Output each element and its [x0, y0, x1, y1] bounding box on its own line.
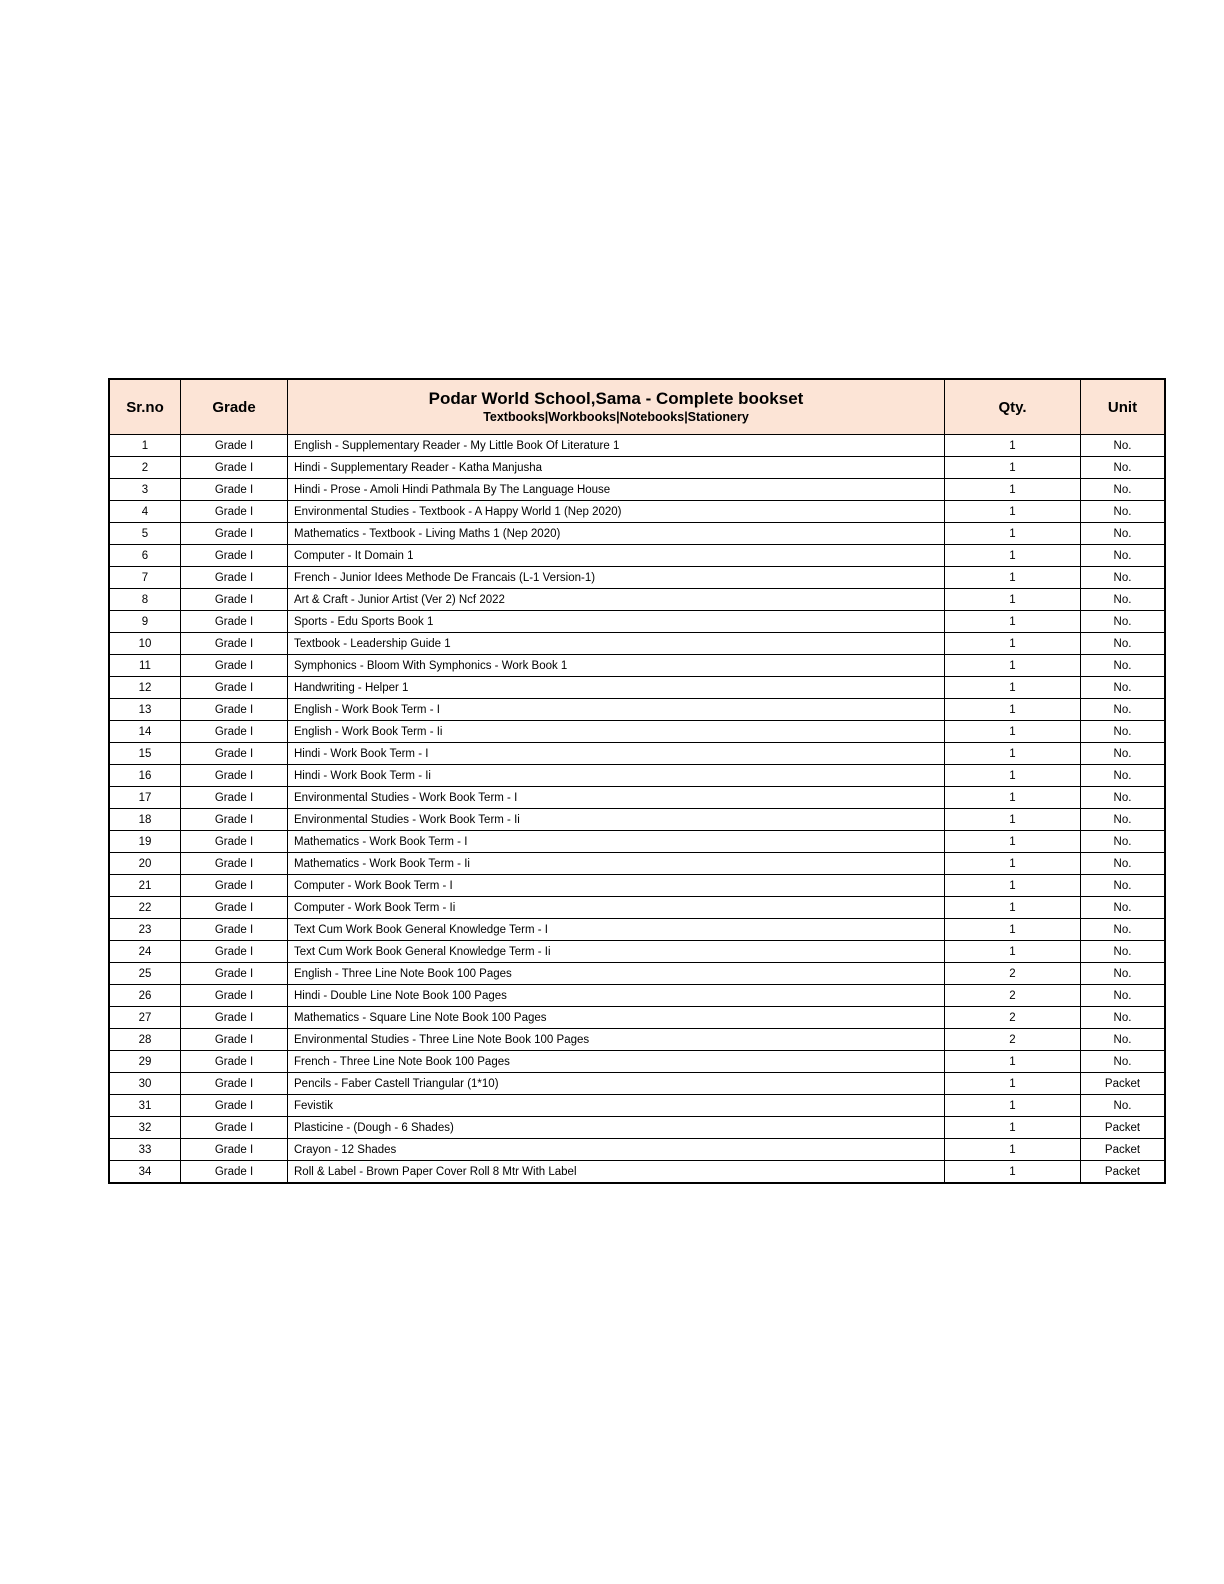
cell-qty: 1	[945, 831, 1081, 853]
cell-book-title: Environmental Studies - Three Line Note Book 100 Pages	[288, 1029, 945, 1051]
cell-srno: 23	[109, 919, 181, 941]
cell-qty: 1	[945, 941, 1081, 963]
table-row	[109, 853, 1165, 875]
cell-srno: 31	[109, 1095, 181, 1117]
cell-srno: 25	[109, 963, 181, 985]
cell-srno: 12	[109, 677, 181, 699]
cell-grade: Grade I	[181, 1051, 288, 1073]
cell-qty: 1	[945, 655, 1081, 677]
cell-unit: No.	[1081, 853, 1166, 875]
cell-srno: 30	[109, 1073, 181, 1095]
table-row	[109, 435, 1165, 457]
table-row	[109, 479, 1165, 501]
cell-srno: 28	[109, 1029, 181, 1051]
cell-unit: No.	[1081, 743, 1166, 765]
cell-book-title: Environmental Studies - Textbook - A Happy World 1 (Nep 2020)	[288, 501, 945, 523]
cell-book-title: English - Supplementary Reader - My Little Book Of Literature 1	[288, 435, 945, 457]
cell-qty: 1	[945, 633, 1081, 655]
cell-grade: Grade I	[181, 1117, 288, 1139]
cell-grade: Grade I	[181, 633, 288, 655]
cell-qty: 1	[945, 1095, 1081, 1117]
cell-srno: 4	[109, 501, 181, 523]
cell-book-title: French - Junior Idees Methode De Francais (L-1 Version-1)	[288, 567, 945, 589]
cell-grade: Grade I	[181, 853, 288, 875]
cell-grade: Grade I	[181, 963, 288, 985]
cell-srno: 29	[109, 1051, 181, 1073]
cell-grade: Grade I	[181, 1007, 288, 1029]
table-row	[109, 501, 1165, 523]
cell-qty: 1	[945, 545, 1081, 567]
table-row	[109, 1139, 1165, 1161]
cell-grade: Grade I	[181, 611, 288, 633]
cell-srno: 21	[109, 875, 181, 897]
table-title: Podar World School,Sama - Complete bookset	[428, 389, 804, 409]
cell-grade: Grade I	[181, 677, 288, 699]
cell-srno: 26	[109, 985, 181, 1007]
cell-book-title: Computer - Work Book Term - I	[288, 875, 945, 897]
cell-unit: No.	[1081, 479, 1166, 501]
cell-srno: 34	[109, 1161, 181, 1184]
cell-book-title: Environmental Studies - Work Book Term - Ii	[288, 809, 945, 831]
cell-srno: 2	[109, 457, 181, 479]
cell-unit: No.	[1081, 501, 1166, 523]
cell-grade: Grade I	[181, 1161, 288, 1184]
cell-book-title: Handwriting - Helper 1	[288, 677, 945, 699]
cell-grade: Grade I	[181, 743, 288, 765]
cell-srno: 10	[109, 633, 181, 655]
cell-grade: Grade I	[181, 435, 288, 457]
cell-book-title: English - Three Line Note Book 100 Pages	[288, 963, 945, 985]
cell-book-title: Textbook - Leadership Guide 1	[288, 633, 945, 655]
cell-qty: 1	[945, 523, 1081, 545]
cell-book-title: Hindi - Double Line Note Book 100 Pages	[288, 985, 945, 1007]
cell-unit: No.	[1081, 985, 1166, 1007]
cell-book-title: Pencils - Faber Castell Triangular (1*10)	[288, 1073, 945, 1095]
table-row	[109, 1051, 1165, 1073]
cell-grade: Grade I	[181, 479, 288, 501]
table-row	[109, 1073, 1165, 1095]
cell-book-title: Sports - Edu Sports Book 1	[288, 611, 945, 633]
table-row	[109, 721, 1165, 743]
cell-unit: No.	[1081, 897, 1166, 919]
cell-srno: 11	[109, 655, 181, 677]
table-row	[109, 809, 1165, 831]
cell-book-title: Hindi - Prose - Amoli Hindi Pathmala By The Language House	[288, 479, 945, 501]
cell-srno: 5	[109, 523, 181, 545]
cell-unit: No.	[1081, 721, 1166, 743]
header-grade: Grade	[181, 379, 288, 435]
header-unit: Unit	[1081, 379, 1166, 435]
cell-grade: Grade I	[181, 721, 288, 743]
booklist-table	[108, 378, 1166, 1184]
table-row	[109, 567, 1165, 589]
cell-qty: 1	[945, 1073, 1081, 1095]
cell-qty: 1	[945, 677, 1081, 699]
cell-unit: Packet	[1081, 1117, 1166, 1139]
cell-qty: 1	[945, 1139, 1081, 1161]
cell-grade: Grade I	[181, 589, 288, 611]
table-row	[109, 831, 1165, 853]
table-row	[109, 457, 1165, 479]
cell-unit: No.	[1081, 567, 1166, 589]
cell-qty: 1	[945, 589, 1081, 611]
cell-qty: 1	[945, 897, 1081, 919]
cell-unit: No.	[1081, 941, 1166, 963]
cell-book-title: English - Work Book Term - I	[288, 699, 945, 721]
cell-srno: 13	[109, 699, 181, 721]
cell-qty: 1	[945, 479, 1081, 501]
table-body	[109, 435, 1165, 1184]
table-row	[109, 743, 1165, 765]
cell-unit: Packet	[1081, 1139, 1166, 1161]
cell-book-title: Mathematics - Square Line Note Book 100 Pages	[288, 1007, 945, 1029]
cell-grade: Grade I	[181, 919, 288, 941]
cell-qty: 1	[945, 567, 1081, 589]
table-row	[109, 875, 1165, 897]
cell-grade: Grade I	[181, 897, 288, 919]
table-row	[109, 1007, 1165, 1029]
header-bookset	[288, 379, 945, 435]
cell-unit: No.	[1081, 457, 1166, 479]
header-qty: Qty.	[945, 379, 1081, 435]
cell-unit: No.	[1081, 809, 1166, 831]
cell-qty: 1	[945, 611, 1081, 633]
cell-grade: Grade I	[181, 523, 288, 545]
cell-srno: 6	[109, 545, 181, 567]
cell-book-title: Mathematics - Textbook - Living Maths 1 (Nep 2020)	[288, 523, 945, 545]
cell-unit: No.	[1081, 435, 1166, 457]
cell-grade: Grade I	[181, 545, 288, 567]
cell-unit: No.	[1081, 787, 1166, 809]
cell-unit: Packet	[1081, 1073, 1166, 1095]
cell-srno: 15	[109, 743, 181, 765]
cell-qty: 2	[945, 985, 1081, 1007]
cell-unit: No.	[1081, 919, 1166, 941]
cell-qty: 1	[945, 1161, 1081, 1184]
cell-book-title: Computer - It Domain 1	[288, 545, 945, 567]
cell-qty: 1	[945, 699, 1081, 721]
table-row	[109, 897, 1165, 919]
cell-srno: 7	[109, 567, 181, 589]
cell-grade: Grade I	[181, 1073, 288, 1095]
cell-srno: 33	[109, 1139, 181, 1161]
cell-qty: 2	[945, 1029, 1081, 1051]
cell-unit: No.	[1081, 699, 1166, 721]
cell-grade: Grade I	[181, 1029, 288, 1051]
table-row	[109, 985, 1165, 1007]
cell-unit: No.	[1081, 1051, 1166, 1073]
table-row	[109, 633, 1165, 655]
cell-grade: Grade I	[181, 501, 288, 523]
table-row	[109, 611, 1165, 633]
cell-unit: No.	[1081, 633, 1166, 655]
table-row	[109, 765, 1165, 787]
cell-qty: 1	[945, 1117, 1081, 1139]
cell-book-title: English - Work Book Term - Ii	[288, 721, 945, 743]
cell-book-title: Crayon - 12 Shades	[288, 1139, 945, 1161]
table-subtitle: Textbooks|Workbooks|Notebooks|Stationery	[483, 410, 749, 425]
cell-srno: 14	[109, 721, 181, 743]
cell-grade: Grade I	[181, 655, 288, 677]
cell-qty: 2	[945, 1007, 1081, 1029]
cell-srno: 3	[109, 479, 181, 501]
table-row	[109, 787, 1165, 809]
cell-unit: No.	[1081, 545, 1166, 567]
cell-qty: 1	[945, 787, 1081, 809]
cell-grade: Grade I	[181, 1095, 288, 1117]
cell-book-title: Mathematics - Work Book Term - I	[288, 831, 945, 853]
table-row	[109, 677, 1165, 699]
cell-qty: 1	[945, 809, 1081, 831]
cell-book-title: Environmental Studies - Work Book Term - I	[288, 787, 945, 809]
cell-book-title: Roll & Label - Brown Paper Cover Roll 8 Mtr With Label	[288, 1161, 945, 1184]
table-row	[109, 589, 1165, 611]
cell-srno: 16	[109, 765, 181, 787]
cell-unit: No.	[1081, 677, 1166, 699]
cell-srno: 1	[109, 435, 181, 457]
cell-qty: 1	[945, 501, 1081, 523]
cell-srno: 18	[109, 809, 181, 831]
cell-book-title: Text Cum Work Book General Knowledge Term - Ii	[288, 941, 945, 963]
cell-grade: Grade I	[181, 787, 288, 809]
cell-unit: No.	[1081, 1095, 1166, 1117]
cell-book-title: Hindi - Work Book Term - I	[288, 743, 945, 765]
cell-book-title: Plasticine - (Dough - 6 Shades)	[288, 1117, 945, 1139]
cell-srno: 27	[109, 1007, 181, 1029]
cell-unit: No.	[1081, 1007, 1166, 1029]
cell-qty: 1	[945, 853, 1081, 875]
table-row	[109, 699, 1165, 721]
cell-qty: 1	[945, 435, 1081, 457]
cell-grade: Grade I	[181, 985, 288, 1007]
cell-unit: No.	[1081, 655, 1166, 677]
cell-unit: No.	[1081, 1029, 1166, 1051]
cell-unit: No.	[1081, 831, 1166, 853]
cell-srno: 19	[109, 831, 181, 853]
cell-srno: 32	[109, 1117, 181, 1139]
cell-grade: Grade I	[181, 941, 288, 963]
cell-grade: Grade I	[181, 765, 288, 787]
table-header	[109, 379, 1165, 435]
cell-grade: Grade I	[181, 831, 288, 853]
cell-grade: Grade I	[181, 699, 288, 721]
table-row	[109, 941, 1165, 963]
table-row	[109, 1161, 1165, 1184]
cell-unit: No.	[1081, 963, 1166, 985]
table-row	[109, 655, 1165, 677]
cell-qty: 1	[945, 457, 1081, 479]
table-row	[109, 963, 1165, 985]
cell-unit: No.	[1081, 875, 1166, 897]
cell-qty: 1	[945, 743, 1081, 765]
table-row	[109, 919, 1165, 941]
cell-book-title: Fevistik	[288, 1095, 945, 1117]
table-row	[109, 545, 1165, 567]
cell-book-title: Hindi - Supplementary Reader - Katha Manjusha	[288, 457, 945, 479]
cell-qty: 1	[945, 1051, 1081, 1073]
cell-grade: Grade I	[181, 809, 288, 831]
cell-book-title: Hindi - Work Book Term - Ii	[288, 765, 945, 787]
cell-srno: 22	[109, 897, 181, 919]
header-row	[109, 379, 1165, 435]
cell-unit: No.	[1081, 589, 1166, 611]
cell-book-title: Symphonics - Bloom With Symphonics - Work Book 1	[288, 655, 945, 677]
cell-grade: Grade I	[181, 567, 288, 589]
cell-qty: 2	[945, 963, 1081, 985]
table-row	[109, 1117, 1165, 1139]
cell-book-title: Text Cum Work Book General Knowledge Term - I	[288, 919, 945, 941]
cell-srno: 20	[109, 853, 181, 875]
cell-book-title: Computer - Work Book Term - Ii	[288, 897, 945, 919]
cell-unit: No.	[1081, 765, 1166, 787]
cell-qty: 1	[945, 919, 1081, 941]
cell-qty: 1	[945, 765, 1081, 787]
cell-book-title: French - Three Line Note Book 100 Pages	[288, 1051, 945, 1073]
cell-qty: 1	[945, 875, 1081, 897]
cell-grade: Grade I	[181, 457, 288, 479]
cell-book-title: Mathematics - Work Book Term - Ii	[288, 853, 945, 875]
cell-srno: 8	[109, 589, 181, 611]
cell-unit: Packet	[1081, 1161, 1166, 1184]
cell-srno: 9	[109, 611, 181, 633]
cell-grade: Grade I	[181, 1139, 288, 1161]
cell-unit: No.	[1081, 523, 1166, 545]
header-srno: Sr.no	[109, 379, 181, 435]
table-row	[109, 1095, 1165, 1117]
cell-unit: No.	[1081, 611, 1166, 633]
cell-srno: 17	[109, 787, 181, 809]
table-row	[109, 523, 1165, 545]
cell-book-title: Art & Craft - Junior Artist (Ver 2) Ncf 2022	[288, 589, 945, 611]
cell-grade: Grade I	[181, 875, 288, 897]
table-row	[109, 1029, 1165, 1051]
cell-qty: 1	[945, 721, 1081, 743]
cell-srno: 24	[109, 941, 181, 963]
